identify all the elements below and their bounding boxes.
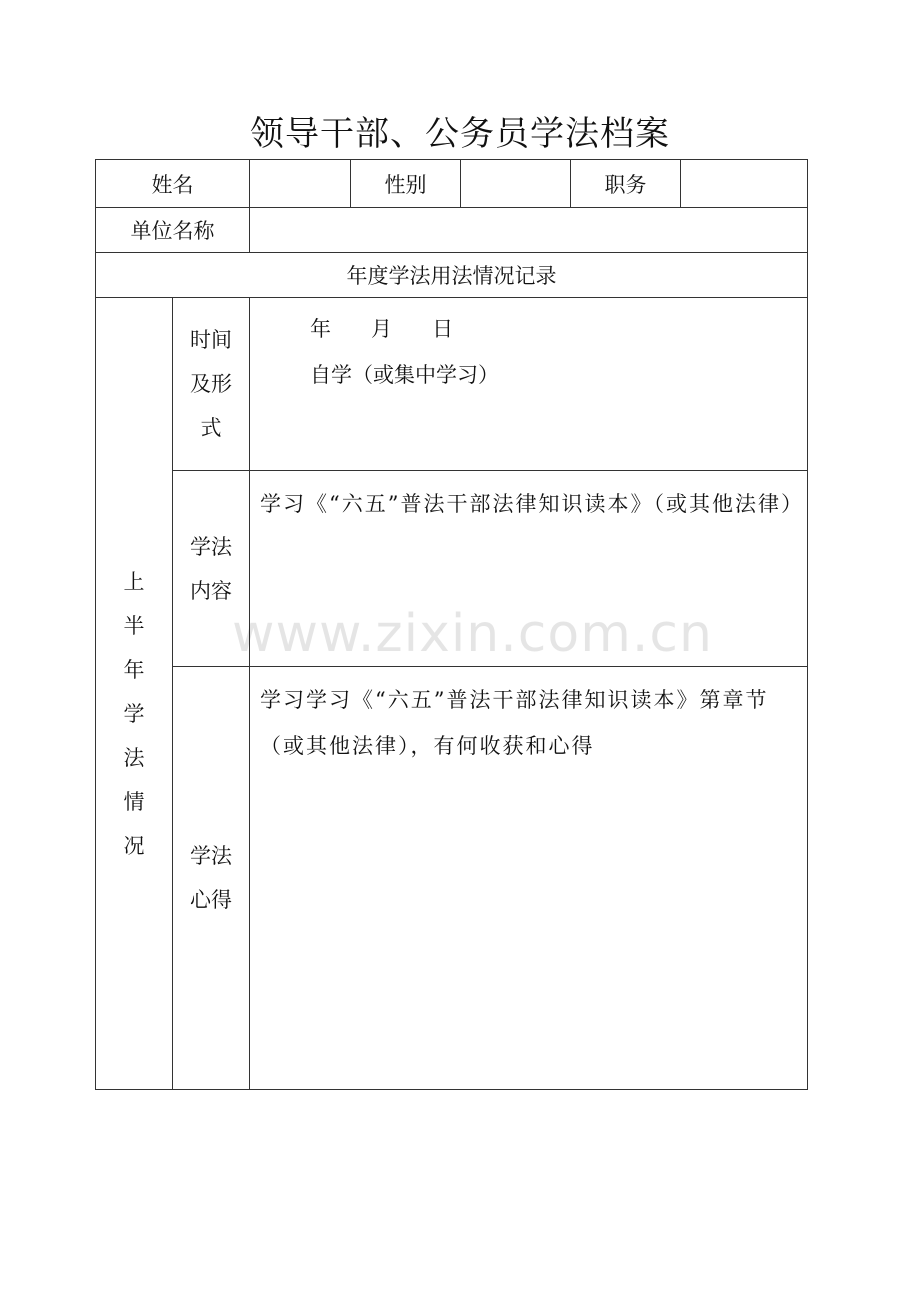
time-form-row [96,298,808,471]
personal-info-row [96,160,808,208]
gender-value-cell[interactable] [461,160,571,208]
watermark: www.zixin.com.cn [232,604,713,664]
position-label: 职务 [571,160,681,208]
insight-value-cell[interactable] [250,667,808,1090]
content-label-line: 学法 [190,534,232,559]
first-half-label-char: 上 [123,569,145,594]
name-label: 姓名 [96,160,250,208]
first-half-label-char: 况 [123,833,145,858]
position-value-cell[interactable] [681,160,808,208]
first-half-label-char: 年 [123,657,145,682]
insight-label [173,667,250,1090]
first-half-label-char: 学 [123,701,145,726]
gender-label: 性别 [351,160,461,208]
insight-label-line: 心得 [190,888,232,912]
time-form-label [173,298,250,471]
time-form-label-line: 及形 [190,372,232,396]
time-form-label-line: 时间 [190,328,232,352]
time-form-value-cell[interactable] [250,298,808,471]
document-title: 领导干部、公务员学法档案 [250,114,670,154]
first-half-label-char: 半 [123,613,145,638]
name-value-cell[interactable] [250,160,351,208]
content-label-line: 内容 [190,578,232,603]
insight-text: 学习学习《“六五”普法干部法律知识读本》第章节（或其他法律），有何收获和心得 [260,688,769,758]
unit-label: 单位名称 [96,208,250,253]
form-line: 自学（或集中学习） [310,363,499,387]
date-line: 年 月 日 [310,317,454,341]
unit-row [96,208,808,253]
first-half-label-char: 法 [123,745,145,770]
first-half-label [96,298,173,1090]
time-form-label-line: 式 [200,416,222,440]
section-title-row [96,253,808,298]
first-half-label-char: 情 [123,789,145,814]
content-text: 学习《“六五”普法干部法律知识读本》（或其他法律） [260,492,804,516]
unit-value-cell[interactable] [250,208,808,253]
insight-label-line: 学法 [190,844,232,868]
insight-row [96,667,808,1090]
section-title: 年度学法用法情况记录 [96,253,808,298]
